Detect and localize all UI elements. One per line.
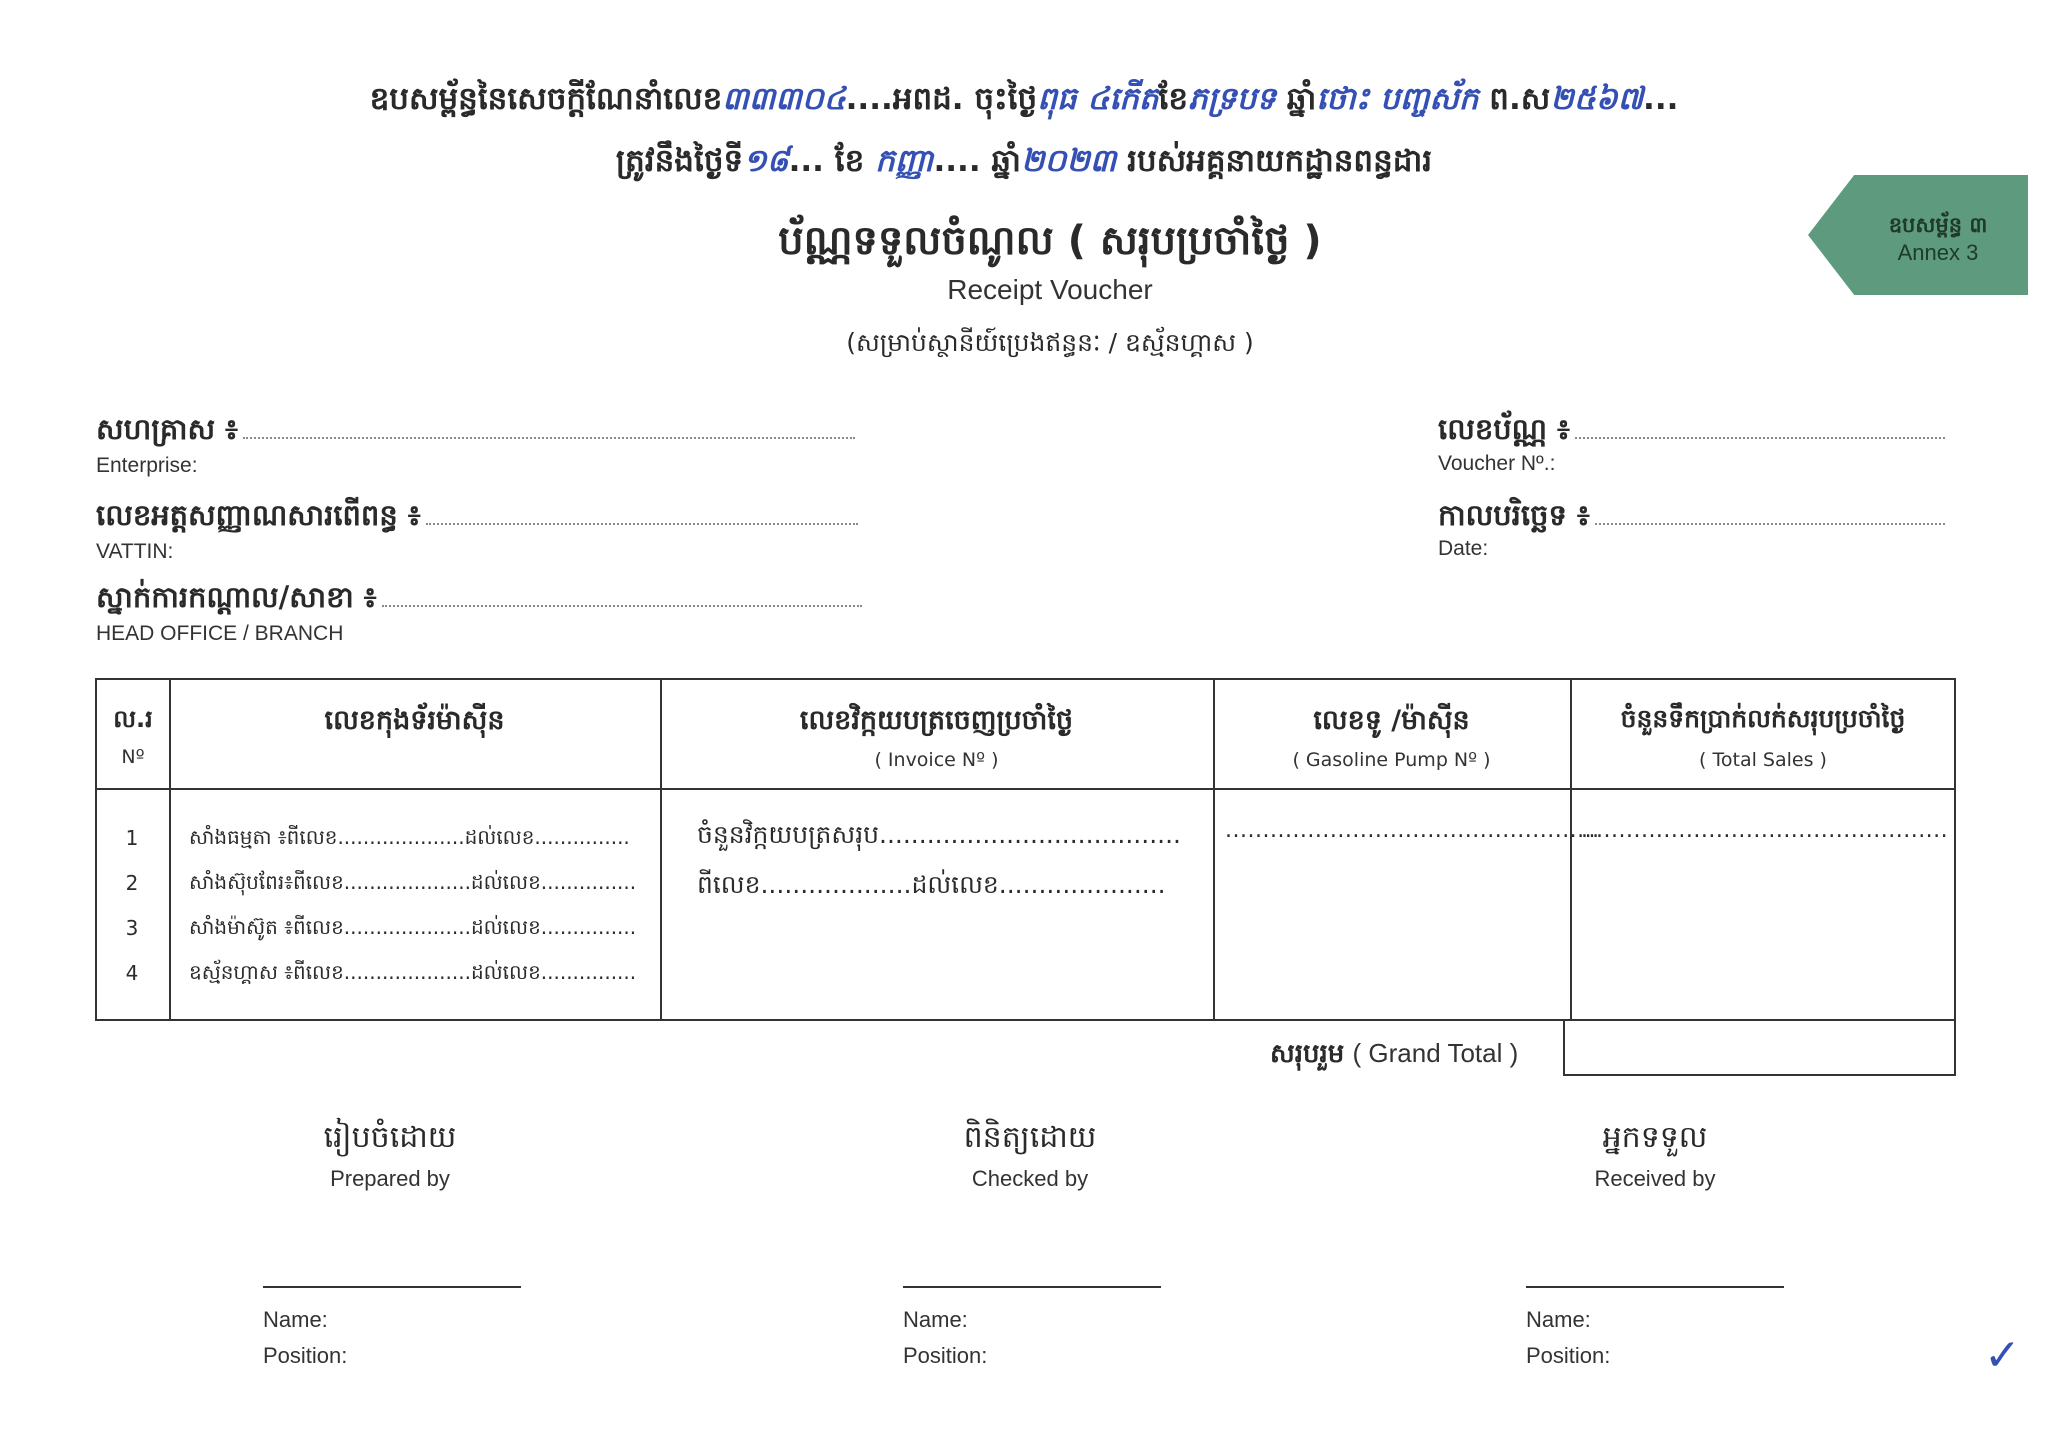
received-by-english: Received by bbox=[1594, 1166, 1716, 1191]
handwritten-day: ១៨ bbox=[743, 143, 789, 179]
year-label: ឆ្នាំ bbox=[1286, 81, 1317, 117]
col-header-no-khmer: ល.រ bbox=[113, 705, 153, 733]
vattin-input-line[interactable] bbox=[426, 523, 858, 525]
invoice-range-line[interactable]: ពីលេខ...................ដល់លេខ..................... bbox=[697, 870, 1166, 899]
month-label: ខែ bbox=[1158, 81, 1189, 117]
col-header-no-english: Nº bbox=[121, 746, 145, 768]
office-field bbox=[96, 580, 862, 622]
receipt-table bbox=[95, 678, 1956, 1021]
handwritten-year: ២០២៣ bbox=[1020, 143, 1117, 179]
handwritten-lunar-day: ពុធ ៤កើត bbox=[1037, 81, 1159, 117]
page-title-khmer: ប័ណ្ណទទួលចំណូល ( សរុបប្រចាំថ្ងៃ ) bbox=[778, 218, 1322, 264]
col-header-total-khmer: ចំនួនទឹកប្រាក់លក់សរុបប្រចាំថ្ងៃ bbox=[1620, 704, 1906, 733]
annex-label-english: Annex 3 bbox=[1897, 240, 1979, 265]
checkmark-icon: ✓ bbox=[1984, 1330, 2021, 1381]
row-number: 3 bbox=[125, 916, 139, 940]
col-header-pump-english: ( Gasoline Pump Nº ) bbox=[1292, 749, 1491, 771]
office-label-khmer: ស្នាក់ការកណ្តាល/សាខា ៖ bbox=[96, 580, 377, 614]
enterprise-input-line[interactable] bbox=[243, 437, 855, 439]
received-by-signature-line[interactable] bbox=[1526, 1286, 1784, 1288]
meter-row-text[interactable]: សាំងស៊ុបពែរ៖ពីលេខ....................ដល់លេខ............... bbox=[189, 870, 637, 894]
header-line1-prefix: ឧបសម្ព័ន្ធនៃសេចក្តីណែនាំលេខ bbox=[369, 81, 723, 117]
checked-by-name-label: Name: bbox=[903, 1307, 968, 1332]
prepared-by-position-label: Position: bbox=[263, 1343, 348, 1368]
year-label-2: ឆ្នាំ bbox=[991, 143, 1021, 179]
be-label: ព.ស bbox=[1489, 81, 1551, 117]
received-by-khmer: អ្នកទទួល bbox=[1602, 1120, 1708, 1155]
date-input-line[interactable] bbox=[1595, 523, 1945, 525]
checked-by-khmer: ពិនិត្យដោយ bbox=[963, 1120, 1097, 1155]
meter-row-text[interactable]: ឧស្ម័នហ្គាស ៖ពីលេខ....................ដល់លេខ............... bbox=[189, 960, 637, 984]
office-label-english: HEAD OFFICE / BRANCH bbox=[96, 622, 344, 645]
meter-row-text[interactable]: សាំងធម្មតា ៖ពីលេខ....................ដល់លេខ............... bbox=[189, 825, 630, 849]
header-line2-prefix: ត្រូវនឹងថ្ងៃទី bbox=[615, 143, 744, 179]
pump-number-line[interactable]: .................................................. bbox=[1225, 818, 1600, 843]
header-line-1: ឧបសម្ព័ន្ធនៃសេចក្តីណែនាំលេខ៣៣៣០៤....អពដ. ចុះថ្ងៃពុធ ៤កើតខែភទ្របទ ឆ្នាំថោះ បញ្ចស័ក ព.ស២៥៦៧... bbox=[369, 81, 1679, 117]
row-number: 4 bbox=[125, 961, 139, 985]
col-header-invoice-english: ( Invoice Nº ) bbox=[874, 749, 999, 771]
prepared-by-signature-line[interactable] bbox=[263, 1286, 521, 1288]
handwritten-lunar-month: ភទ្របទ bbox=[1188, 81, 1276, 117]
page-subtitle: (សម្រាប់ស្ថានីយ៍ប្រេងឥន្ធនៈ / ឧស្ម័នហ្គាស ) bbox=[846, 328, 1254, 357]
col-header-total-english: ( Total Sales ) bbox=[1699, 749, 1827, 771]
row-number: 2 bbox=[125, 871, 139, 895]
handwritten-lunar-year: ថោះ បញ្ចស័ក bbox=[1316, 81, 1479, 117]
prepared-by-name-label: Name: bbox=[263, 1307, 328, 1332]
vattin-label-khmer: លេខអត្តសញ្ញាណសារពើពន្ធ ៖ bbox=[96, 498, 421, 532]
total-sales-line[interactable]: ................................................. bbox=[1581, 818, 1949, 843]
received-by-position-label: Position: bbox=[1526, 1343, 1611, 1368]
voucher-number-field bbox=[1438, 412, 1945, 454]
header-line-2: ត្រូវនឹងថ្ងៃទី១៨... ខែ កញ្ញា.... ឆ្នាំ២០២៣ របស់អគ្គនាយកដ្ឋានពន្ធដារ bbox=[615, 143, 1433, 179]
handwritten-directive-number: ៣៣៣០៤ bbox=[722, 81, 846, 117]
checked-by-signature-line[interactable] bbox=[903, 1286, 1161, 1288]
page-title-english: Receipt Voucher bbox=[947, 274, 1153, 305]
checked-by-position-label: Position: bbox=[903, 1343, 988, 1368]
col-header-meter-khmer: លេខកុងទ័រម៉ាស៊ីន bbox=[324, 705, 505, 736]
grand-total-label-khmer: សរុបរួម bbox=[1270, 1039, 1345, 1069]
vattin-field bbox=[96, 498, 858, 540]
vattin-label-english: VATTIN: bbox=[96, 540, 174, 563]
date-label-english: Date: bbox=[1438, 537, 1489, 560]
enterprise-label-khmer: សហគ្រាស ៖ bbox=[96, 412, 238, 446]
enterprise-field bbox=[96, 412, 855, 454]
checked-by-english: Checked by bbox=[971, 1166, 1089, 1191]
invoice-count-line[interactable]: ចំនួនវិក្កយបត្រសរុប...................................... bbox=[697, 820, 1181, 849]
handwritten-month: កញ្ញា bbox=[875, 143, 934, 179]
office-input-line[interactable] bbox=[382, 605, 862, 607]
handwritten-be-year: ២៥៦៧ bbox=[1550, 81, 1644, 117]
voucher-label-english: Voucher Nº.: bbox=[1438, 452, 1556, 475]
annex-label-khmer: ឧបសម្ព័ន្ធ ៣ bbox=[1888, 213, 1988, 237]
header-line1-code: ....អពដ. ចុះថ្ងៃ bbox=[845, 81, 1038, 117]
prepared-by-english: Prepared by bbox=[330, 1166, 450, 1191]
grand-total-label-english: ( Grand Total ) bbox=[1352, 1038, 1519, 1068]
prepared-by-khmer: រៀបចំដោយ bbox=[323, 1120, 457, 1155]
header-divider bbox=[97, 788, 1954, 790]
date-field bbox=[1438, 498, 1945, 540]
voucher-label-khmer: លេខប័ណ្ណ ៖ bbox=[1438, 412, 1570, 446]
row-number: 1 bbox=[125, 826, 139, 850]
grand-total-box[interactable] bbox=[1563, 1021, 1956, 1076]
meter-row-text[interactable]: សាំងម៉ាស៊ូត ៖ពីលេខ....................ដល់លេខ............... bbox=[189, 915, 637, 939]
voucher-input-line[interactable] bbox=[1575, 437, 1945, 439]
col-header-invoice-khmer: លេខវិក្កយបត្រចេញប្រចាំថ្ងៃ bbox=[799, 705, 1074, 736]
grand-total-label bbox=[1270, 1037, 1518, 1075]
date-label-khmer: កាលបរិច្ឆេទ ៖ bbox=[1438, 498, 1590, 532]
received-by-name-label: Name: bbox=[1526, 1307, 1591, 1332]
header-line2-suffix: របស់អគ្គនាយកដ្ឋានពន្ធដារ bbox=[1127, 143, 1433, 179]
month-label-2: ខែ bbox=[834, 143, 865, 179]
col-header-pump-khmer: លេខទូ /ម៉ាស៊ីន bbox=[1313, 705, 1470, 736]
enterprise-label-english: Enterprise: bbox=[96, 454, 198, 477]
